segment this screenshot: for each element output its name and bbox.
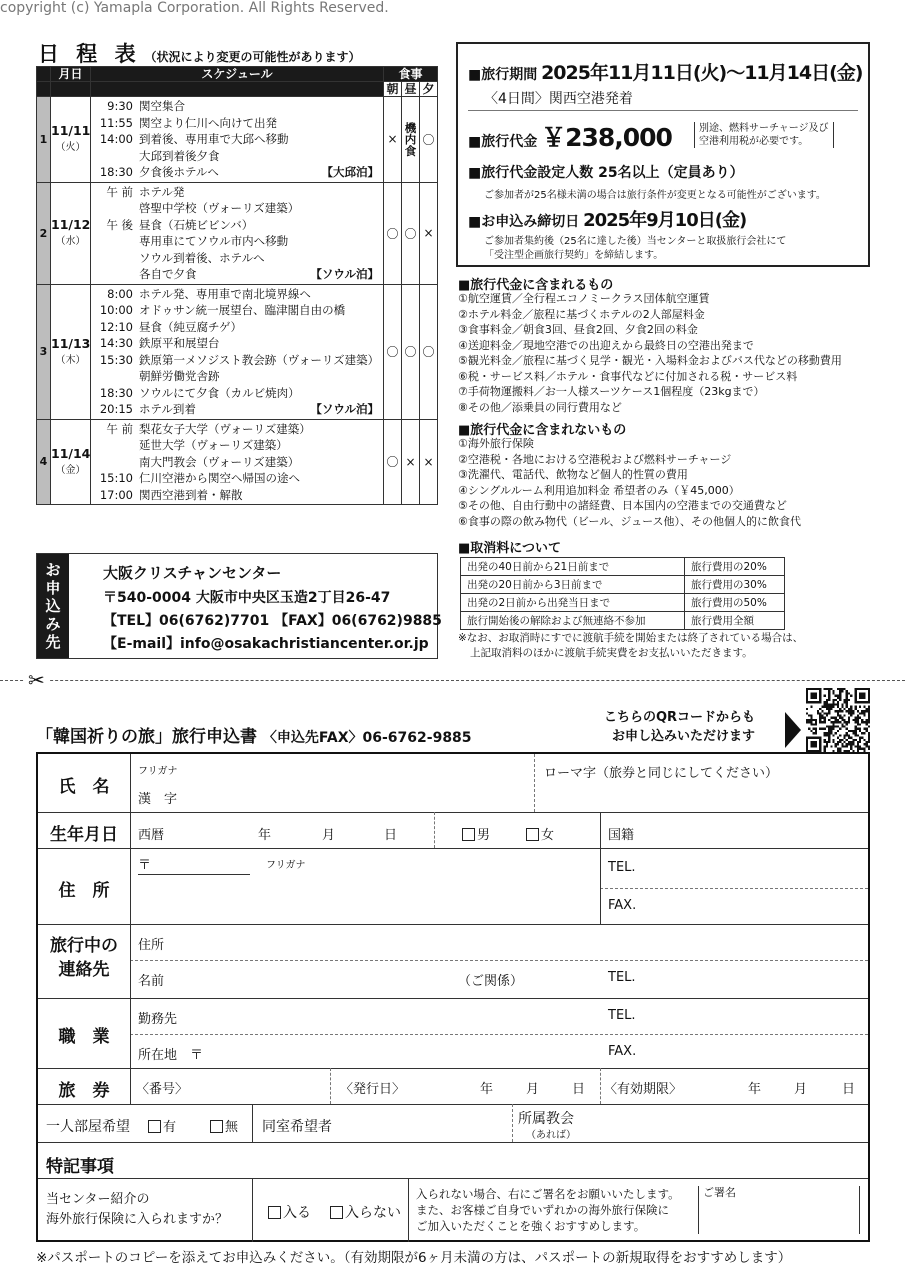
day-number: 1 — [37, 97, 51, 183]
meal-mark: 〇 — [402, 182, 420, 284]
cancel-when: 出発の20日前から3日前まで — [461, 576, 685, 594]
issue-month: 月 — [526, 1082, 540, 1097]
male-checkbox[interactable]: 男 — [462, 824, 490, 843]
list-item: ⑧その他／添乗員の同行費用など — [458, 400, 622, 414]
schedule-item: 南大門教会（ヴォーリズ建築） — [139, 454, 300, 469]
price-label: ■旅行代金 — [468, 134, 538, 150]
postal-label: 〒 — [138, 858, 152, 873]
period-row — [468, 58, 862, 85]
name-input[interactable] — [214, 760, 524, 808]
schedule-item: 9:30 関空集合 — [107, 99, 185, 113]
schedule-item: 14:30 鉄原平和展望台 — [99, 336, 220, 350]
meal-mark: 機内食 — [402, 97, 420, 183]
price-row — [468, 118, 672, 154]
meal-mark: × — [420, 182, 438, 284]
trip-contact-address-label: 住所 — [138, 938, 165, 953]
schedule-item: 15:10 仁川空港から関空へ帰国の途へ — [99, 471, 300, 485]
seireki-label: 西暦 — [138, 828, 165, 843]
copyright: copyright (c) Yamapla Corporation. All Rights Reserved. — [0, 0, 389, 16]
contact-box — [36, 553, 442, 659]
checkbox-icon — [330, 1206, 343, 1219]
schedule-item: 20:15 ホテル到着 【ソウル泊】 — [99, 402, 379, 416]
form-title — [36, 722, 472, 747]
schedule-item: 専用車にてソウル市内へ移動 — [139, 234, 289, 248]
list-item: ④シングルルーム利用追加料金 希望者のみ（￥45,000） — [458, 483, 740, 497]
day-date: 11/12 （水） — [51, 182, 91, 284]
checkbox-icon — [526, 828, 539, 841]
insurance-no-checkbox[interactable]: 入らない — [330, 1202, 401, 1222]
address-furigana: フリガナ — [266, 860, 306, 871]
arrow-right-icon — [785, 712, 801, 748]
table-row — [461, 558, 785, 576]
church-sub: （あれば） — [526, 1130, 576, 1141]
schedule-item: 17:00 関西空港到着・解散 — [99, 487, 243, 502]
qr-text-2: お申し込みいただけます — [612, 729, 756, 744]
schedule-item: 10:00 オドゥサン統一展望台、臨津閣自由の橋 — [99, 303, 346, 317]
price-note — [694, 122, 834, 148]
schedule-day-row — [37, 97, 438, 183]
period-sub: 〈4日間〉関西空港発着 — [484, 91, 633, 107]
female-checkbox[interactable]: 女 — [526, 824, 554, 843]
trip-contact-tel-label: TEL. — [608, 970, 636, 985]
address-fax-label: FAX. — [608, 898, 637, 913]
schedule-item: 12:10 昼食（純豆腐チゲ） — [99, 319, 243, 334]
cancel-note-1: ※なお、お取消時にすでに渡航手続を開始または終了されている場合は、 — [458, 632, 804, 644]
contact-address: 〒540-0004 大阪市中央区玉造2丁目26-47 — [103, 590, 391, 606]
birth-year-label: 年 — [258, 828, 272, 843]
meal-mark: 〇 — [420, 97, 438, 183]
day-date: 11/13 （木） — [51, 284, 91, 419]
birth-label: 生年月日 — [50, 825, 118, 845]
meal-mark: 〇 — [384, 182, 402, 284]
schedule-item: 各自で夕食 【ソウル泊】 — [139, 267, 379, 281]
name-label: 氏 名 — [58, 777, 110, 797]
church-label: 所属教会 — [518, 1111, 574, 1127]
table-row — [461, 594, 785, 612]
trip-info-box — [456, 42, 870, 267]
notes-label: 特記事項 — [46, 1157, 114, 1177]
signature-box[interactable]: ご署名 — [698, 1186, 860, 1234]
insurance-note: 入られない場合、右にご署名をお願いいたします。 また、お客様ご自身でいずれかの海外旅行保険に ご加入いただくことを強くおすすめします。 — [416, 1187, 680, 1233]
company-location-label: 所在地 〒 — [138, 1048, 204, 1063]
header-schedule: スケジュール — [91, 67, 384, 82]
expiry-month: 月 — [794, 1082, 808, 1097]
cancel-title: ■取消料について — [458, 541, 562, 556]
trip-contact-name-label: 名前 — [138, 974, 165, 989]
single-no-checkbox[interactable]: 無 — [210, 1116, 238, 1135]
list-item: ①海外旅行保険 — [458, 437, 534, 450]
list-item: ④送迎料金／現地空港での出迎えから最終日の空港出発まで — [458, 338, 754, 352]
schedule-day-row — [37, 284, 438, 419]
checkbox-icon — [268, 1206, 281, 1219]
excluded-list — [458, 436, 801, 529]
min-participants: ■旅行代金設定人数 25名以上（定員あり） — [468, 165, 744, 181]
list-item: ⑤その他、自由行動中の諸経費、日本国内の空港までの交通費など — [458, 499, 787, 512]
single-yes-checkbox[interactable]: 有 — [148, 1116, 176, 1135]
form-title-text: 「韓国祈りの旅」旅行申込書 — [36, 727, 257, 747]
meal-mark: 〇 — [402, 284, 420, 419]
schedule-heading: 日 程 表 — [38, 42, 141, 66]
header-meals: 食事 — [384, 67, 438, 82]
header-breakfast: 朝 — [384, 82, 402, 97]
cancel-fee: 旅行費用全額 — [685, 612, 785, 630]
day-date: 11/14 （金） — [51, 419, 91, 505]
insurance-label: 当センター紹介の 海外旅行保険に入られますか？ — [46, 1192, 229, 1227]
contact-email[interactable]: 【E-mail】info@osakachristiancenter.or.jp — [103, 636, 429, 652]
schedule-day-row — [37, 419, 438, 505]
list-item: ③洗濯代、電話代、飲物など個人的性質の費用 — [458, 468, 688, 481]
insurance-yes-checkbox[interactable]: 入る — [268, 1202, 311, 1222]
cancel-fee: 旅行費用の30% — [685, 576, 785, 594]
list-item: ⑦手荷物運搬料／お一人様スーツケース1個程度（23kgまで） — [458, 385, 765, 398]
included-title: ■旅行代金に含まれるもの — [458, 278, 614, 293]
cancel-fee: 旅行費用の50% — [685, 594, 785, 612]
list-item: ②ホテル料金／旅程に基づくホテルの2人部屋料金 — [458, 307, 705, 321]
form-fax: 〈申込先FAX〉06-6762-9885 — [262, 730, 472, 746]
schedule-day-row — [37, 182, 438, 284]
relation-label: （ご関係） — [458, 974, 524, 989]
cancel-note-2: 上記取消料のほかに渡航手続実費をお支払いいただきます。 — [470, 647, 753, 659]
day-number: 4 — [37, 419, 51, 505]
birth-month-label: 月 — [322, 828, 336, 843]
day-number: 2 — [37, 182, 51, 284]
cut-line — [0, 680, 905, 681]
address-label: 住 所 — [58, 881, 110, 901]
meal-mark: 〇 — [384, 284, 402, 419]
cancel-when: 出発の2日前から出発当日まで — [461, 594, 685, 612]
header-num — [37, 67, 51, 82]
passport-number-label: 〈番号〉 — [136, 1082, 189, 1097]
schedule-table — [36, 66, 438, 505]
deadline-note-2: 「受注型企画旅行契約」を締結します。 — [484, 250, 664, 261]
schedule-title — [38, 38, 360, 68]
footer-note: ※パスポートのコピーを添えてお申込みください。（有効期限が6ヶ月未満の方は、パスポートの新規取得をおすすめします） — [36, 1250, 792, 1266]
included-list — [458, 291, 842, 415]
checkbox-icon — [210, 1120, 223, 1133]
address-tel-label: TEL. — [608, 860, 636, 875]
schedule-item: 11:55 関空より仁川へ向けて出発 — [99, 115, 277, 130]
schedule-item: ソウル到着後、ホテルへ — [139, 250, 265, 265]
schedule-item: 午 後 昼食（石焼ビビンバ） — [106, 217, 254, 232]
deadline-row — [468, 206, 746, 232]
cancel-table — [460, 557, 785, 630]
day-items — [91, 284, 384, 419]
list-item: ①航空運賃／全行程エコノミークラス団体航空運賃 — [458, 292, 710, 305]
contact-tab: お申込み先 — [37, 554, 69, 658]
contact-name: 大阪クリスチャンセンター — [103, 564, 282, 582]
schedule-item: 18:30 夕食後ホテルへ 【大邱泊】 — [99, 165, 379, 179]
schedule-item: 15:30 鉄原第一メソジスト教会跡（ヴォーリズ建築） — [99, 352, 380, 367]
passport-issue-label: 〈発行日〉 — [340, 1082, 406, 1097]
table-row — [461, 612, 785, 630]
single-room-label: 一人部屋希望 — [46, 1119, 130, 1135]
header-date-sub — [51, 82, 91, 97]
roommate-label: 同室希望者 — [262, 1119, 332, 1135]
qr-code-icon[interactable] — [806, 688, 870, 752]
expiry-year: 年 — [748, 1082, 762, 1097]
romaji-label: ローマ字（旅券と同じにしてください） — [544, 766, 779, 781]
header-num-sub — [37, 82, 51, 97]
meal-mark: × — [420, 419, 438, 505]
period-value: 2025年11月11日(火)～11月14日(金) — [541, 62, 863, 84]
schedule-item: 大邱到着後夕食 — [139, 148, 220, 163]
day-items — [91, 97, 384, 183]
schedule-item: 8:00 ホテル発、専用車で南北境界線へ — [107, 286, 311, 301]
kanji-label: 漢 字 — [138, 792, 178, 807]
cancel-when: 出発の40日前から21日前まで — [461, 558, 685, 576]
checkbox-icon — [148, 1120, 161, 1133]
schedule-item: 啓聖中学校（ヴォーリズ建築） — [139, 201, 300, 215]
schedule-item: 朝鮮労働党舎跡 — [139, 369, 220, 383]
cancel-fee: 旅行費用の20% — [685, 558, 785, 576]
schedule-item: 午 前 梨花女子大学（ヴォーリズ建築） — [106, 421, 311, 436]
checkbox-icon — [462, 828, 475, 841]
qr-text — [604, 708, 755, 746]
meal-mark: × — [384, 97, 402, 183]
excluded-title: ■旅行代金に含まれないもの — [458, 423, 627, 438]
meal-mark: × — [402, 419, 420, 505]
address-input[interactable] — [138, 880, 594, 920]
price-note-line1: 別途、燃料サーチャージ及び — [699, 123, 829, 134]
nationality-label: 国籍 — [608, 828, 635, 843]
scissors-icon: ✂ — [24, 668, 49, 692]
separator — [468, 110, 858, 111]
company-tel-label: TEL. — [608, 1008, 636, 1023]
header-lunch: 昼 — [402, 82, 420, 97]
qr-text-1: こちらのQRコードからも — [604, 710, 756, 725]
birth-day-label: 日 — [384, 828, 398, 843]
meal-mark: 〇 — [420, 284, 438, 419]
passport-label: 旅 券 — [58, 1081, 110, 1101]
deadline-value: 2025年9月10日(金) — [583, 210, 747, 231]
meal-mark: 〇 — [384, 419, 402, 505]
notes-input[interactable] — [148, 1146, 864, 1174]
passport-expiry-label: 〈有効期限〉 — [604, 1082, 683, 1097]
issue-day: 日 — [572, 1082, 586, 1097]
min-note: ご参加者が25名様未満の場合は旅行条件が変更となる可能性がございます。 — [484, 190, 826, 201]
list-item: ⑤観光料金／旅程に基づく見学・観光・入場料金およびバス代などの移動費用 — [458, 354, 842, 367]
list-item: ⑥税・サービス料／ホテル・食事代などに付加される税・サービス料 — [458, 369, 798, 383]
cancel-when: 旅行開始後の解除および無連絡不参加 — [461, 612, 685, 630]
company-fax-label: FAX. — [608, 1044, 637, 1059]
application-form — [36, 752, 870, 1242]
deadline-note-1: ご参加者集約後（25名に達した後）当センターと取扱旅行会社にて — [484, 236, 787, 247]
schedule-item: 14:00 到着後、専用車で大邱へ移動 — [99, 132, 289, 146]
price-note-line2: 空港利用税が必要です。 — [699, 136, 809, 147]
furigana-label: フリガナ — [138, 766, 178, 777]
header-schedule-sub — [91, 82, 384, 97]
day-date: 11/11 （火） — [51, 97, 91, 183]
trip-contact-label: 旅行中の 連絡先 — [50, 936, 118, 980]
contact-tel-fax: 【TEL】06(6762)7701 【FAX】06(6762)9885 — [103, 613, 442, 629]
deadline-label: ■お申込み締切日 — [468, 214, 580, 230]
price-value: ￥238,000 — [541, 123, 672, 152]
period-label: ■旅行期間 — [468, 67, 538, 83]
table-row — [461, 576, 785, 594]
list-item: ③食事料金／朝食3回、昼食2回、夕食2回の料金 — [458, 323, 698, 336]
romaji-input[interactable] — [544, 782, 864, 810]
list-item: ②空港税・各地における空港税および燃料サーチャージ — [458, 452, 732, 466]
job-label: 職 業 — [58, 1027, 110, 1047]
expiry-day: 日 — [842, 1082, 856, 1097]
list-item: ⑥食事の際の飲み物代（ビール、ジュース他）、その他個人的に飲食代 — [458, 514, 802, 528]
company-label: 勤務先 — [138, 1012, 178, 1027]
schedule-note: （状況により変更の可能性があります） — [144, 50, 361, 64]
day-number: 3 — [37, 284, 51, 419]
header-date: 月日 — [51, 67, 91, 82]
schedule-item: 延世大学（ヴォーリズ建築） — [139, 438, 288, 452]
issue-year: 年 — [480, 1082, 494, 1097]
day-items — [91, 182, 384, 284]
header-dinner: 夕 — [420, 82, 438, 97]
day-items — [91, 419, 384, 505]
schedule-item: 午 前 ホテル発 — [106, 184, 185, 199]
schedule-item: 18:30 ソウルにて夕食（カルビ焼肉） — [99, 385, 300, 400]
